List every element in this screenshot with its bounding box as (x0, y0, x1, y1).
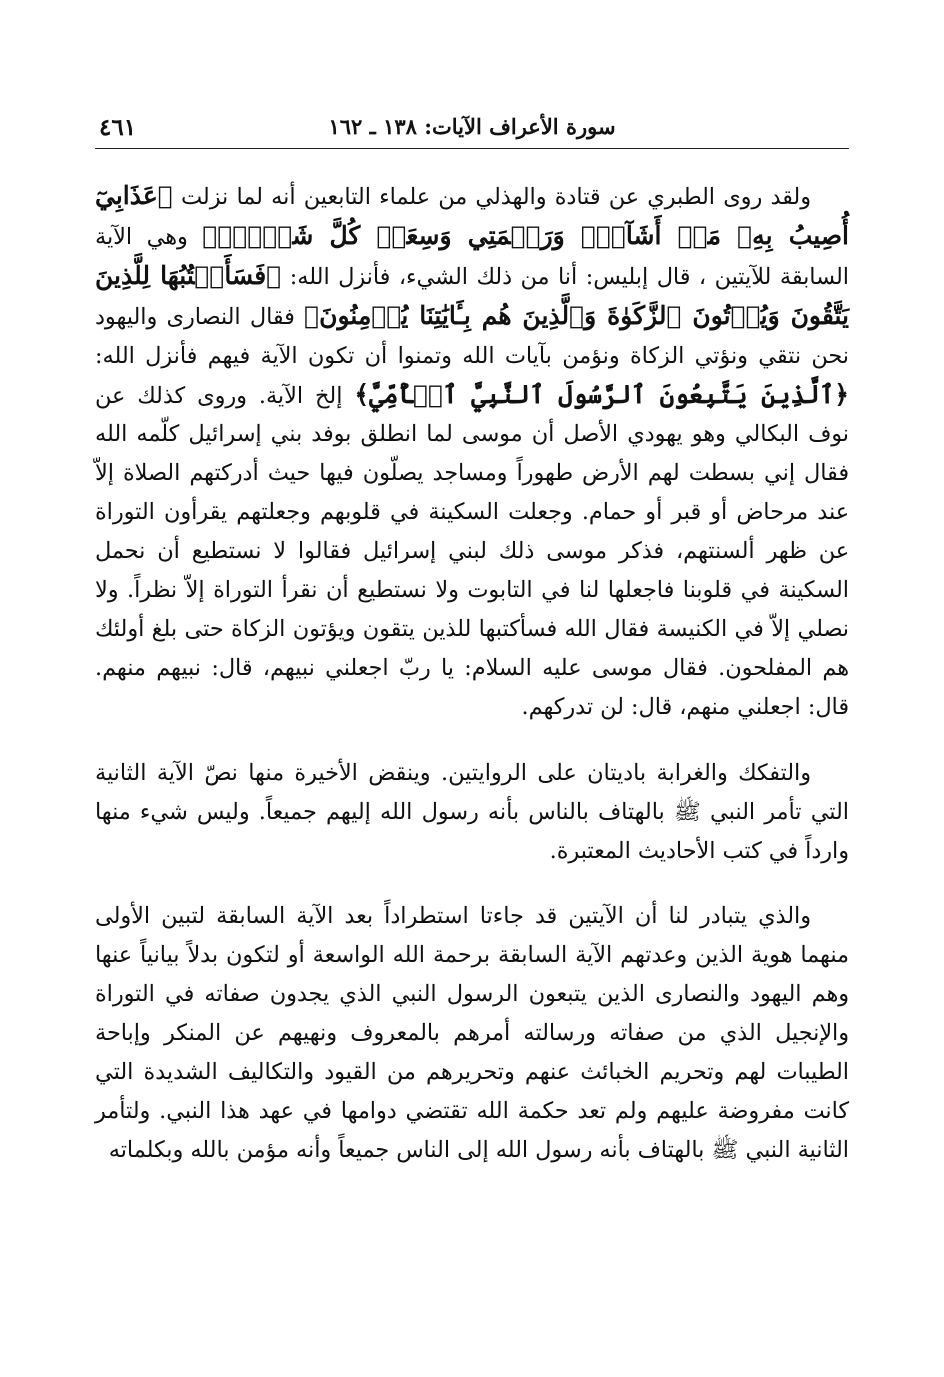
paragraph-3: والذي يتبادر لنا أن الآيتين قد جاءتا استطراداً بعد الآية السابقة لتبين الأولى منهما هوية الذين وعدتهم الآية السابقة برحمة الله الواسعة أو لتكون بدلاً بيانياً عنها وهم اليهود والنصارى الذين يتبعون الرسول النبي الذي يجدون صفاته في التوراة والإنجيل الذي من صفاته ورسالته أمرهم بالمعروف ونهيهم عن المنكر وإباحة الطيبات لهم وتحريم الخبائث عنهم وتحريرهم من القيود والتكاليف الشديدة التي كانت مفروضة عليهم ولم تعد حكمة الله تقتضي دوامها في عهد هذا النبي. ولتأمر الثانية النبي ﷺ بالهتاف بأنه رسول الله إلى الناس جميعاً وأنه مؤمن بالله وبكلماته (95, 903, 849, 1163)
header-title: سورة الأعراف الآيات: ١٣٨ ـ ١٦٢ (328, 114, 616, 139)
quran-verse-1: ﴿عَذَابِيٓ أُصِيبُ بِهِۦ مَنۡ أَشَآءُۖ وَرَحۡمَتِي وَسِعَتۡ كُلَّ شَيۡءٖۚ﴾ (95, 181, 849, 250)
running-header (95, 108, 849, 149)
paragraph-1-text-4: إلخ الآية. وروى كذلك عن نوف البكالي وهو يهودي الأصل أن موسى لما انطلق بوفد بني إسرائيل كلّمه الله فقال إني بسطت لهم الأرض طهوراً ومساجد يصلّون فيها حيث أدركتهم الصلاة إلاّ عند مرحاض أو قبر أو حمام. وجعلت السكينة في قلوبهم وجعلتهم يقرأون التوراة عن ظهر ألسنتهم، فذكر موسى ذلك لبني إسرائيل فقالوا لا نستطيع أن نحمل السكينة في قلوبنا فاجعلها لنا في التابوت ولا نستطيع أن نقرأ التوراة إلاّ نظراً. ولا نصلي إلاّ في الكنيسة فقال الله فسأكتبها للذين يتقون ويؤتون الزكاة حتى بلغ أولئك هم المفلحون. فقال موسى عليه السلام: يا ربّ اجعلني نبيهم، قال: نبيهم منهم. قال: اجعلني منهم، قال: لن تدركهم. (95, 382, 849, 720)
paragraph-1-text-3: فقال النصارى واليهود نحن نتقي ونؤتي الزكاة ونؤمن بآيات الله وتمنوا أن تكون الآية فيهم فأنزل الله: (95, 303, 849, 369)
paragraph-1-text-2: وهي الآية السابقة للآيتين ، قال إبليس: أنا من ذلك الشيء، فأنزل الله: (95, 223, 849, 290)
page (95, 108, 849, 1170)
quran-verse-2: ﴿فَسَأَكۡتُبُهَا لِلَّذِينَ يَتَّقُونَ وَيُؤۡتُونَ ٱلزَّكَوٰةَ وَٱلَّذِينَ هُم بِـَٔايَٰتِنَا يُؤۡمِنُونَ﴾ (95, 260, 849, 330)
quran-verse-3: ﴿ٱلَّذِينَ يَتَّبِعُونَ ٱلرَّسُولَ ٱلنَّبِيَّ ٱلۡأُمِّيَّ﴾ (354, 379, 849, 409)
page-number: ٤٦١ (99, 114, 137, 141)
paragraph-2: والتفكك والغرابة باديتان على الروايتين. وينقض الأخيرة منها نصّ الآية الثانية التي تأمر النبي ﷺ بالهتاف بالناس بأنه رسول الله إليهم جميعاً. وليس شيء منها وارداً في كتب الأحاديث المعتبرة. (95, 759, 849, 864)
page-body (95, 177, 849, 1170)
paragraph-1 (95, 177, 849, 727)
paragraph-1-text-1: ولقد روى الطبري عن قتادة والهذلي من علماء التابعين أنه لما نزلت (181, 184, 811, 210)
